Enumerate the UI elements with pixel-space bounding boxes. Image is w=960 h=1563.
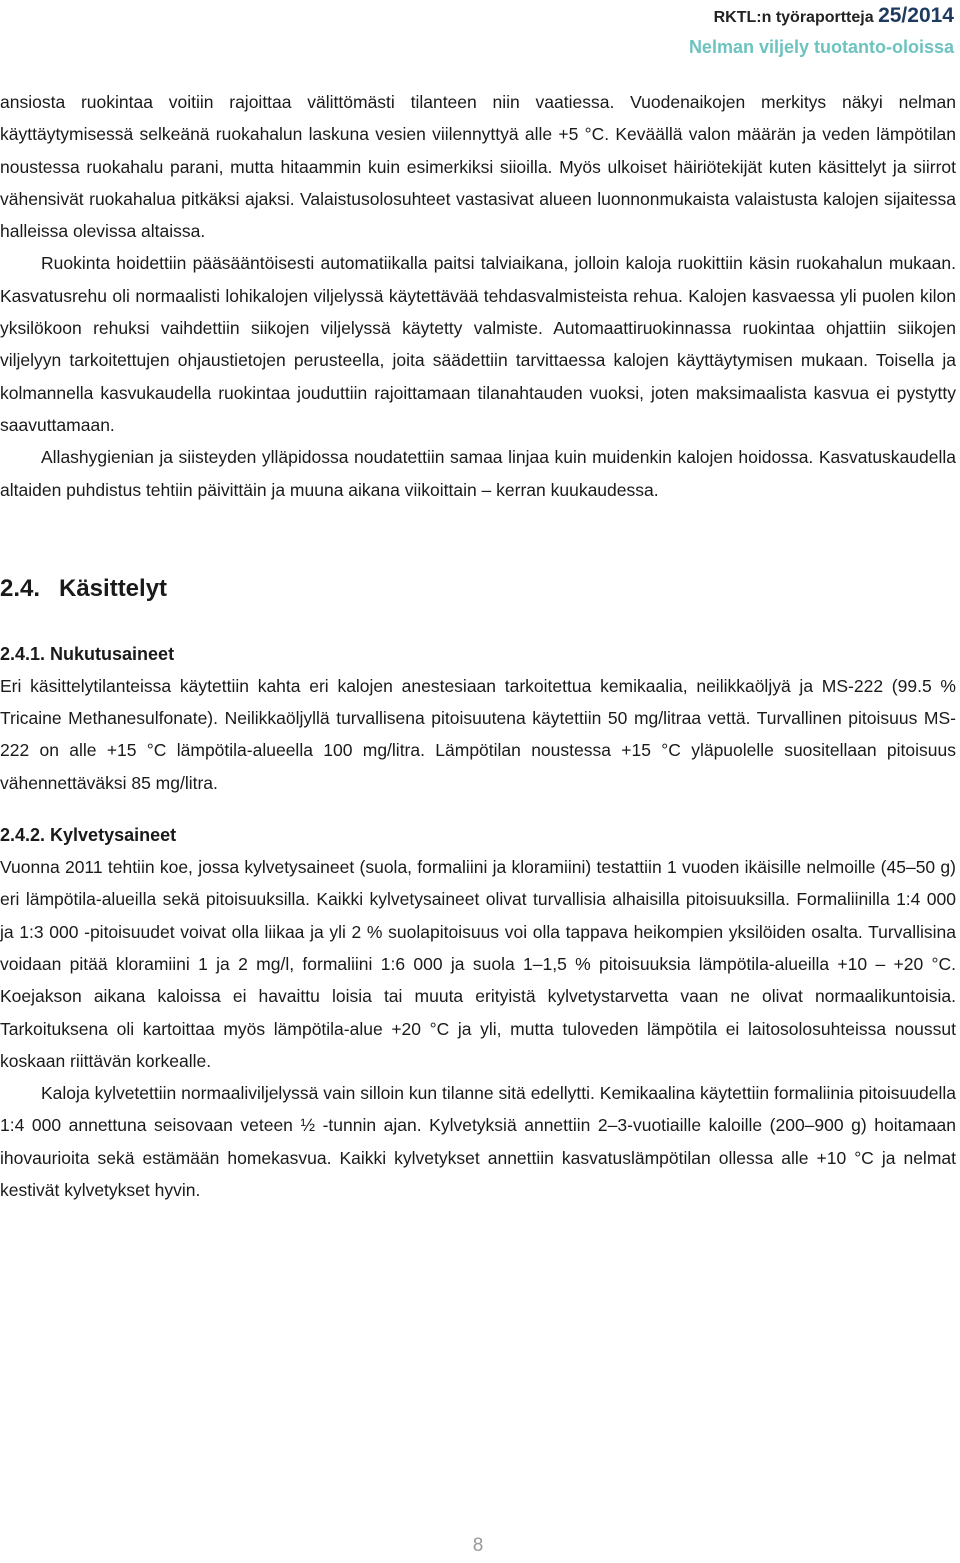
document-body: [0, 86, 956, 1206]
paragraph-bath-practice: Kaloja kylvetettiin normaaliviljelyssä vain silloin kun tilanne sitä edellytti. Kemikaalina käytettiin formaliinia pitoisuudella 1:4 000 annettuna seisovaan veteen ½ -tunnin ajan. Kylvetyksiä annettiin 2–3-vuotiaille kaloille (200–900 g) hoitamaan ihovaurioita sekä estämään homekasvua. Kaikki kylvetykset annettiin kasvatuslämpötilan ollessa alle +10 °C ja nelmat kestivät kylvetykset hyvin.: [0, 1083, 956, 1201]
report-number: 25/2014: [878, 4, 954, 27]
section-heading: [0, 572, 956, 606]
page-number: 8: [472, 1535, 484, 1556]
paragraph-feeding-method: Ruokinta hoidettiin pääsääntöisesti automatiikalla paitsi talviaikana, jolloin kaloja ruokittiin käsin ruokahalun mukaan. Kasvatusrehu oli normaalisti lohikalojen viljelyssä käytettävää tehdasvalmisteista rehua. Kalojen kasvaessa yli puolen kilon yksilökoon rehuksi vaihdettiin siikojen viljelyssä käytetty valmiste. Automaattiruokinnassa ruokintaa ohjattiin siikojen viljelyyn tarkoitettujen ohjaustietojen perusteella, joita säädettiin tarvittaessa kalojen käyttäytymisen mukaan. Toisella ja kolmannella kasvukaudella ruokintaa jouduttiin rajoittamaan tilanahtauden vuoksi, joten maksimaalista kasvua ei pystytty saavuttamaan.: [0, 253, 956, 435]
report-prefix: RKTL:n työraportteja: [713, 9, 879, 26]
page-header: [689, 4, 954, 60]
section-title: Käsittelyt: [59, 574, 168, 602]
paragraph-anesthetics: Eri käsittelytilanteissa käytettiin kahta eri kalojen anestesiaan tarkoitettua kemikaalia, neilikkaöljyä ja MS-222 (99.5 % Tricaine Methanesulfonate). Neilikkaöljyllä turvallisena pitoisuutena käytettiin 50 mg/litraa vettä. Turvallinen pitoisuus MS-222 on alle +15 °C lämpötila-alueella 100 mg/litra. Lämpötilan noustessa +15 °C yläpuolelle suositellaan pitoisuus vähennettäväksi 85 mg/litra.: [0, 675, 956, 793]
report-series: [689, 4, 954, 30]
subsection-heading-baths: 2.4.2. Kylvetysaineet: [0, 825, 177, 846]
paragraph-feeding-seasons: ansiosta ruokintaa voitiin rajoittaa välittömästi tilanteen niin vaatiessa. Vuodenaikojen merkitys näkyi nelman käyttäytymisessä selkeänä ruokahalun laskuna vesien viilennyttyä alle +5 °C. Keväällä valon määrän ja veden lämpötilan noustessa ruokahalu parani, mutta hitaammin kuin esimerkiksi siioilla. Myös ulkoiset häiriötekijät kuten käsittelyt ja siirrot vähensivät ruokahalua pitkäksi ajaksi. Valaistusolosuhteet vastasivat alueen luonnonmukaista valaistusta kalojen sijaitessa halleissa olevissa altaissa.: [0, 92, 956, 242]
report-subtitle: Nelman viljely tuotanto-oloissa: [688, 37, 954, 57]
paragraph-bath-experiment: Vuonna 2011 tehtiin koe, jossa kylvetysaineet (suola, formaliini ja kloramiini) testattiin 1 vuoden ikäisille nelmoille (45–50 g) eri lämpötila-alueilla sekä pitoisuuksilla. Kaikki kylvetysaineet olivat turvallisia alhaisilla pitoisuuksilla. Formaliinilla 1:4 000 ja 1:3 000 -pitoisuudet voivat olla liikaa ja yli 2 % suolapitoisuus voi olla tappava heikompien yksilöiden osalta. Turvallisina voidaan pitää kloramiini 1 ja 2 mg/l, formaliini 1:6 000 ja suola 1–1,5 % pitoisuuksia lämpötila-alueilla +10 – +20 °C. Koejakson aikana kaloissa ei havaittu loisia tai muuta erityistä kylvetystarvetta vaan ne olivat normaalikuntoisia. Tarkoituksena oli kartoittaa myös lämpötila-alue +20 °C ja yli, mutta tuloveden lämpötila ei laitosolosuhteissa noussut koskaan riittävän korkealle.: [0, 857, 956, 1071]
subsection-heading-anesthetics: 2.4.1. Nukutusaineet: [0, 643, 175, 664]
paragraph-tank-hygiene: Allashygienian ja siisteyden ylläpidossa noudatettiin samaa linjaa kuin muidenkin kalojen hoidossa. Kasvatuskaudella altaiden puhdistus tehtiin päivittäin ja muuna aikana viikoittain – kerran kuukaudessa.: [0, 447, 956, 500]
section-number: 2.4.: [0, 574, 41, 602]
